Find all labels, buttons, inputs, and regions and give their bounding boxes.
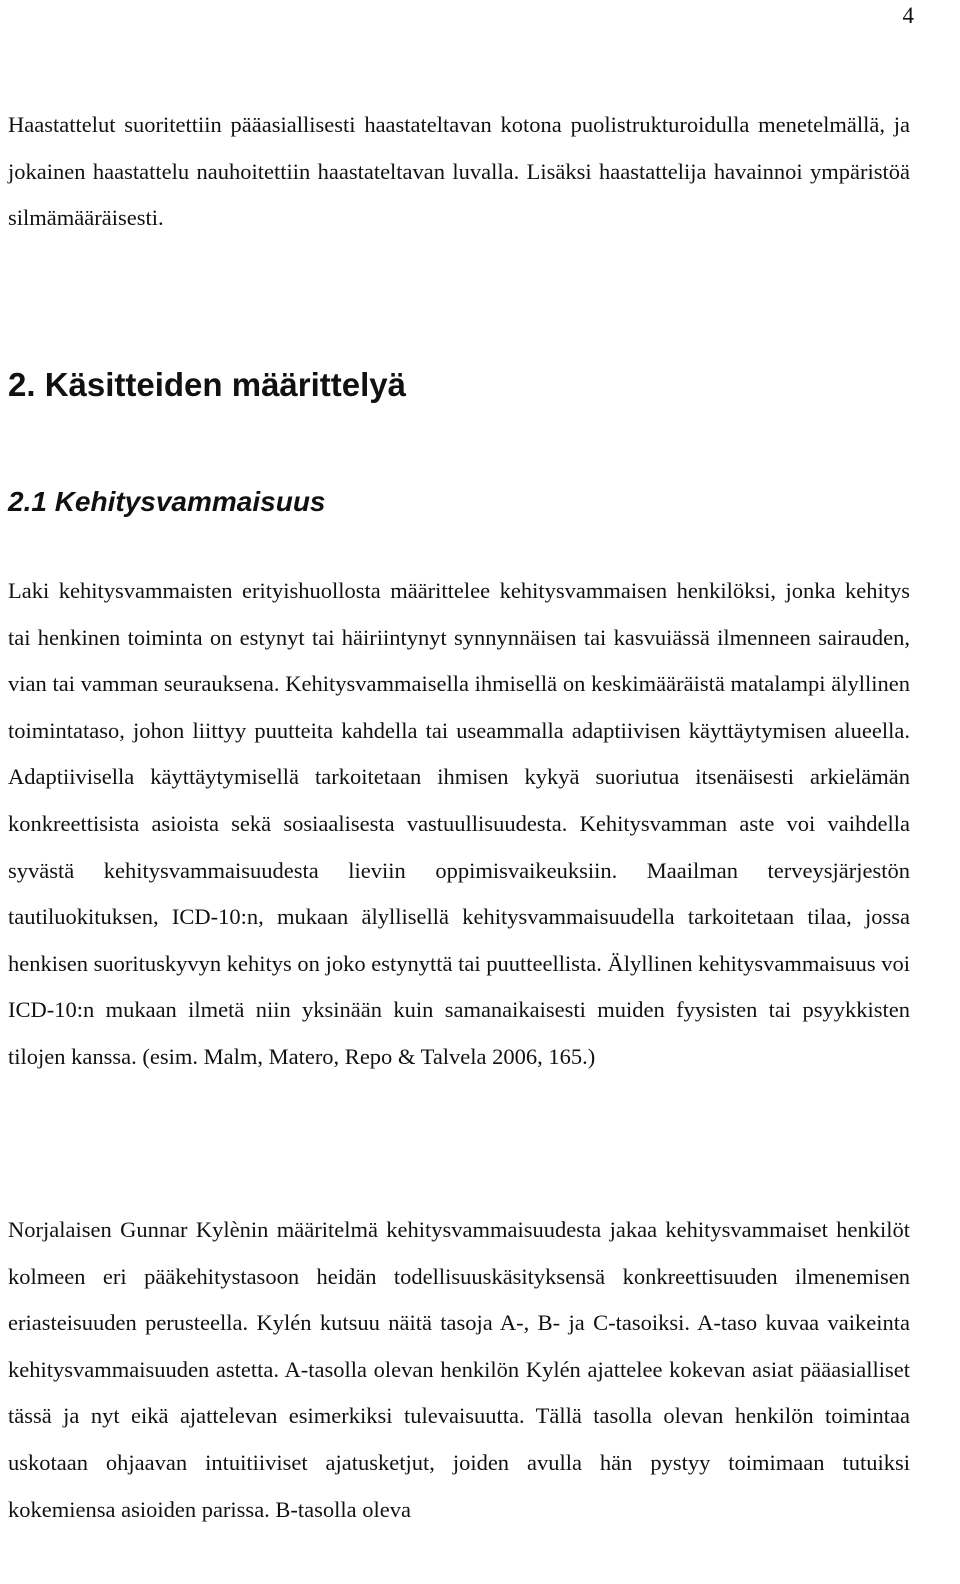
subsection-heading: 2.1 Kehitysvammaisuus <box>8 486 326 517</box>
body-paragraph-definition: Laki kehitysvammaisten erityishuollosta määrittelee kehitysvammaisen henkilöksi, jonka kehitys tai henkinen toiminta on estynyt tai häiriintynyt synnynnäisen tai kasvuiässä ilmenneen sairauden, vian tai vamman seurauksena. Kehitysvammaisella ihmisellä on keskimääräistä matalampi älyllinen toimintataso, johon liittyy puutteita kahdella tai useammalla adaptiivisen käyttäytymisen alueella. Adaptiivisella käyttäytymisellä tarkoitetaan ihmisen kykyä suoriutua itsenäisesti arkielämän konkreettisista asioista sekä sosiaalisesta vastuullisuudesta. Kehitysvamman aste voi vaihdella syvästä kehitysvammaisuudesta lieviin oppimisvaikeuksiin. Maailman terveysjärjestön tautiluokituksen, ICD-10:n, mukaan älyllisellä kehitysvammaisuudella tarkoitetaan tilaa, jossa henkisen suorituskyvyn kehitys on joko estynyttä tai puutteellista. Älyllinen kehitysvammaisuus voi ICD-10:n mukaan ilmetä niin yksinään kuin samanaikaisesti muiden fyysisten tai psyykkisten tilojen kanssa. (esim. Malm, Matero, Repo & Talvela 2006, 165.) <box>8 578 910 1069</box>
body-paragraph-kylen: Norjalaisen Gunnar Kylènin määritelmä kehitysvammaisuudesta jakaa kehitysvammaiset henkilöt kolmeen eri pääkehitystasoon heidän todellisuuskäsityksensä konkreettisuuden ilmenemisen eriasteisuuden perusteella. Kylén kutsuu näitä tasoja A-, B- ja C-tasoiksi. A-taso kuvaa vaikeinta kehitysvammaisuuden astetta. A-tasolla olevan henkilön Kylén ajattelee kokevan asiat pääasialliset tässä ja nyt eikä ajattelevan esimerkiksi tulevaisuutta. Tällä tasolla olevan henkilön toimintaa uskotaan ohjaavan intuitiiviset ajatusketjut, joiden avulla hän pystyy toimimaan tutuiksi kokemiensa asioiden parissa. B-tasolla oleva <box>8 1217 910 1522</box>
section-heading: 2. Käsitteiden määrittelyä <box>8 366 406 403</box>
page-number: 4 <box>902 3 914 28</box>
intro-paragraph: Haastattelut suoritettiin pääasiallisesti haastateltavan kotona puolistrukturoidulla menetelmällä, ja jokainen haastattelu nauhoitettiin haastateltavan luvalla. Lisäksi haastattelija havainnoi ympäristöä silmämääräisesti. <box>8 112 910 231</box>
